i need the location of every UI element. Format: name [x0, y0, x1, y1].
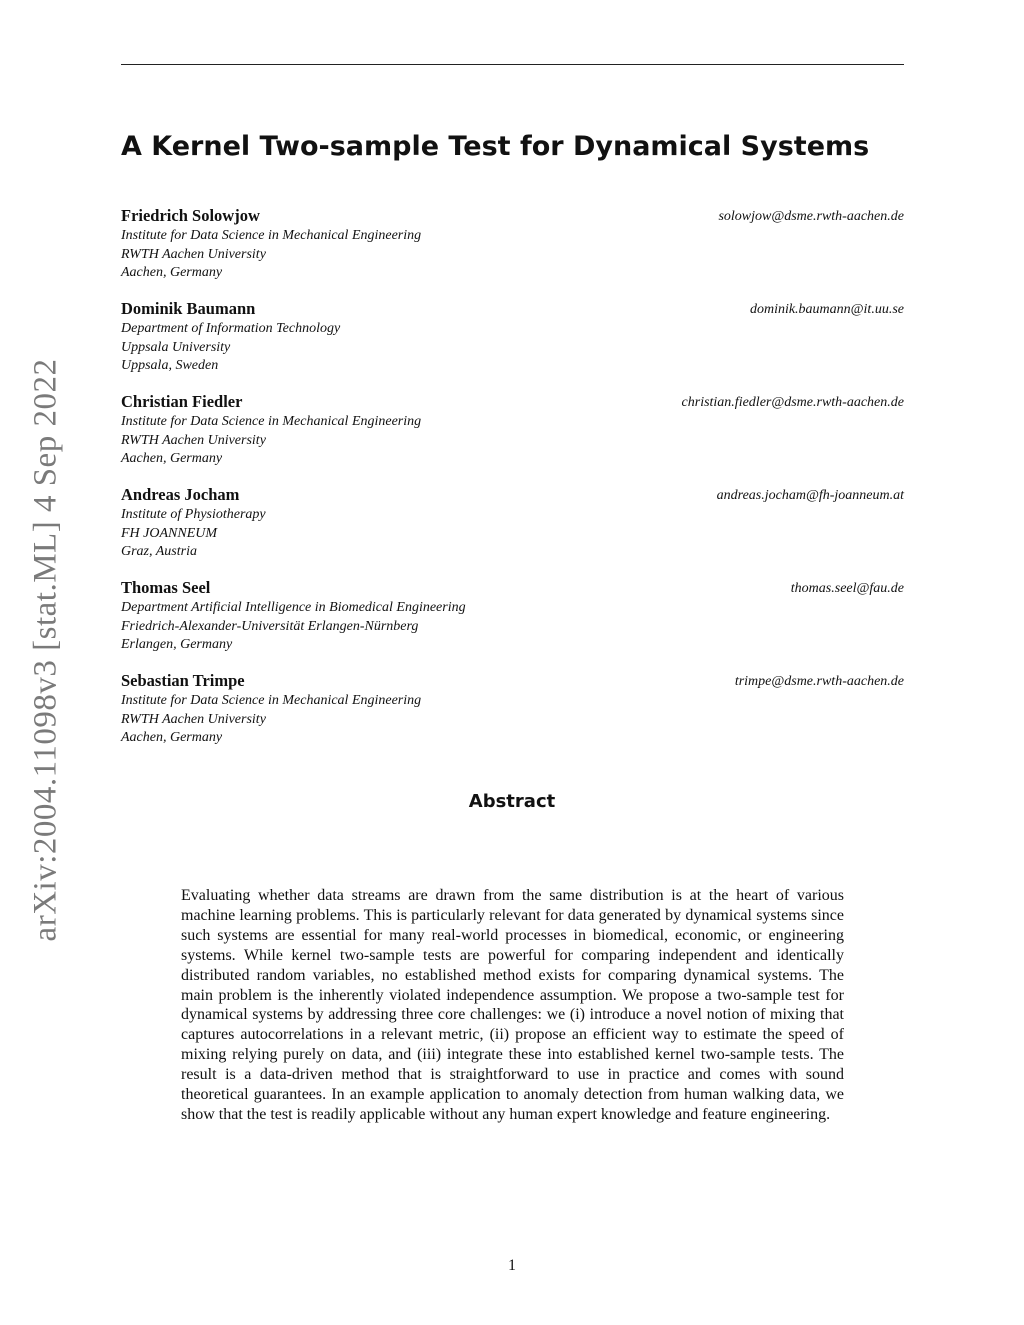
author-email[interactable]: dominik.baumann@it.uu.se [749, 302, 904, 317]
author-name: Friedrich Solowjow [121, 206, 260, 225]
author-affiliation-line: RWTH Aachen University [121, 246, 266, 262]
author-block [121, 298, 904, 391]
author-affiliation-line: Aachen, Germany [121, 265, 223, 280]
author-email[interactable]: christian.fiedler@dsme.rwth-aachen.de [681, 395, 904, 410]
author-affiliation-line: Institute for Data Science in Mechanical Engineering [121, 228, 422, 243]
author-block [121, 484, 904, 577]
header-rule [121, 64, 904, 65]
author-email[interactable]: thomas.seel@fau.de [790, 581, 904, 596]
abstract-heading: Abstract [468, 791, 556, 812]
abstract-text: Evaluating whether data streams are drawn from the same distribution is at the heart of various machine learning problems. This is particularly relevant for data generated by dynamical systems since such systems are essential for many real-world processes in biomedical, economic, or engineering systems. While kernel two-sample tests are powerful for comparing independent and identically distributed random variables, no established method exists for comparing dynamical systems. The main problem is the inherently violated independence assumption. We propose a two-sample test for dynamical systems by addressing three core challenges: we (i) introduce a novel notion of mixing that captures autocorrelations in a relevant metric, (ii) propose an efficient way to estimate the speed of mixing relying purely on data, and (iii) integrate these into established kernel two-sample tests. The result is a data-driven method that is straightforward to use in practice and comes with sound theoretical guarantees. In an example application to anomaly detection from human walking data, we show that the test is readily applicable without any human expert knowledge and feature engineering. [181, 887, 844, 1123]
author-affiliation-line: Friedrich-Alexander-Universität Erlangen-Nürnberg [121, 618, 419, 634]
author-email[interactable]: trimpe@dsme.rwth-aachen.de [734, 674, 904, 689]
author-affiliation-line: FH JOANNEUM [121, 525, 218, 541]
author-affiliation-line: Uppsala, Sweden [121, 358, 219, 373]
author-affiliation-line: Institute for Data Science in Mechanical Engineering [121, 693, 422, 708]
arxiv-identifier: arXiv:2004.11098v3 [stat.ML] 4 Sep 2022 [27, 358, 64, 942]
author-email[interactable]: andreas.jocham@fh-joanneum.at [716, 488, 904, 503]
author-affiliation-line: Graz, Austria [121, 544, 197, 559]
author-affiliation-line: Institute for Data Science in Mechanical Engineering [121, 414, 422, 429]
author-affiliation-line: Aachen, Germany [121, 730, 223, 745]
author-block [121, 391, 904, 484]
author-name: Christian Fiedler [121, 392, 243, 411]
page-number: 1 [508, 1257, 516, 1274]
author-name: Thomas Seel [121, 578, 211, 597]
author-list [121, 205, 904, 763]
author-name: Sebastian Trimpe [121, 671, 245, 690]
author-block [121, 205, 904, 298]
author-affiliation-line: Aachen, Germany [121, 451, 223, 466]
paper-title: A Kernel Two-sample Test for Dynamical Systems [121, 131, 870, 162]
author-block [121, 670, 904, 763]
author-block [121, 577, 904, 670]
author-affiliation-line: Erlangen, Germany [121, 637, 233, 652]
author-affiliation-line: Department Artificial Intelligence in Biomedical Engineering [121, 600, 466, 615]
author-affiliation-line: Uppsala University [121, 339, 231, 355]
author-name: Andreas Jocham [121, 485, 240, 504]
author-name: Dominik Baumann [121, 299, 256, 318]
author-affiliation-line: Department of Information Technology [121, 321, 341, 336]
author-affiliation-line: RWTH Aachen University [121, 711, 266, 727]
author-affiliation-line: RWTH Aachen University [121, 432, 266, 448]
author-affiliation-line: Institute of Physiotherapy [121, 507, 266, 522]
author-email[interactable]: solowjow@dsme.rwth-aachen.de [718, 209, 904, 224]
